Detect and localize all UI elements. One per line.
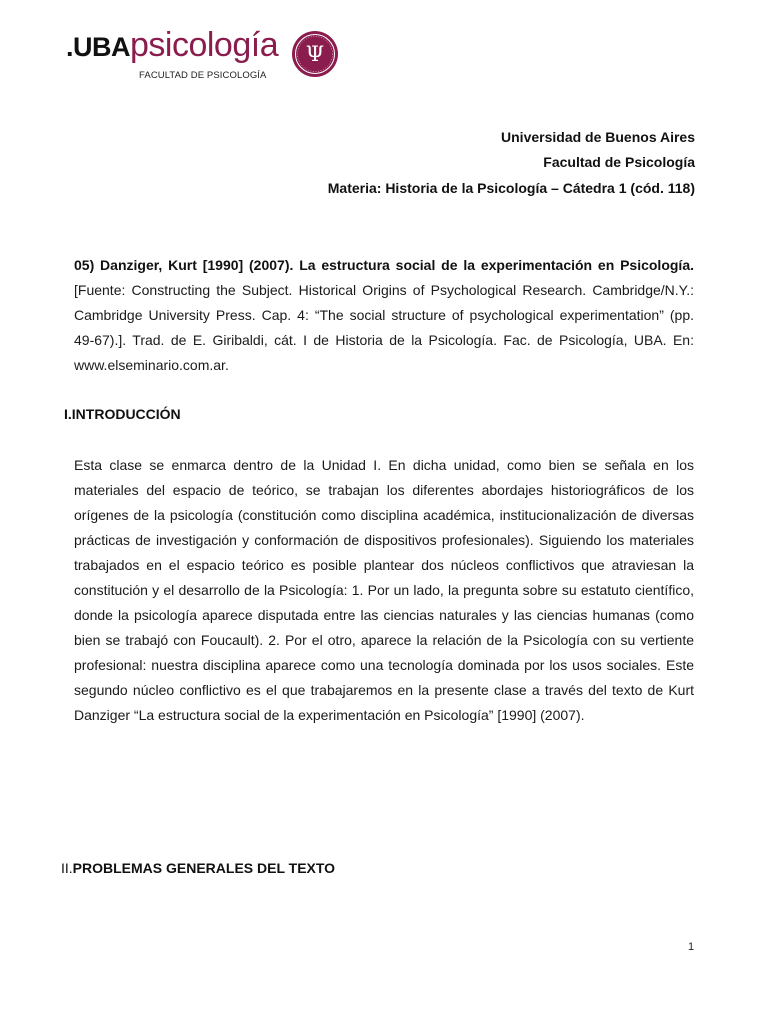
- subject-line: Materia: Historia de la Psicología – Cátedra 1 (cód. 118): [327, 180, 695, 196]
- page-number: 1: [688, 941, 695, 953]
- faculty-name: Facultad de Psicología: [543, 154, 695, 170]
- seal-glyph: Ψ: [305, 42, 325, 66]
- psi-seal-icon: [291, 30, 339, 78]
- reference-title: 05) Danziger, Kurt [1990] (2007). La estructura social de la experimentación en Psicología.: [74, 257, 694, 273]
- reference-source: [Fuente: Constructing the Subject. Historical Origins of Psychological Research. Cambridge/N.Y.: Cambridge University Press. Cap. 4: “The social structure of psychological experimentation” (pp. 49-67).]. Trad. de E. Giribaldi, cát. I de Historia de la Psicología. Fac. de Psicología, UBA. En: www.elseminario.com.ar.: [74, 282, 694, 373]
- bibliographic-reference: [74, 253, 694, 378]
- logo-uba-text: .UBA: [66, 32, 130, 62]
- logo-wordmark: [66, 28, 278, 62]
- introduction-paragraph: Esta clase se enmarca dentro de la Unidad I. En dicha unidad, como bien se señala en los materiales del espacio de teórico, se trabajan los diferentes abordajes historiográficos de los orígenes de la psicología (constitución como disciplina académica, institucionalización de diversas prácticas de investigación y conformación de dispositivos profesionales). Siguiendo los materiales trabajados en el espacio teórico es posible plantear dos núcleos conflictivos que atraviesan la constitución y el desarrollo de la Psicología: 1. Por un lado, la pregunta sobre su estatuto científico, donde la psicología aparece disputada entre las ciencias naturales y las ciencias humanas (como bien se trabajó con Foucault). 2. Por el otro, aparece la relación de la Psicología con su vertiente profesional: nuestra disciplina aparece como una tecnología dominada por los usos sociales. Este segundo núcleo conflictivo es el que trabajaremos en la presente clase a través del texto de Kurt Danziger “La estructura social de la experimentación en Psicología” [1990] (2007).: [74, 457, 694, 723]
- section-heading-problemas: [61, 860, 335, 876]
- section-heading-introduccion: I.INTRODUCCIÓN: [64, 406, 181, 422]
- section-title: PROBLEMAS GENERALES DEL TEXTO: [72, 860, 336, 876]
- logo-psicologia-text: psicología: [130, 26, 279, 64]
- logo-subtitle: FACULTAD DE PSICOLOGÍA: [139, 70, 267, 81]
- university-name: Universidad de Buenos Aires: [501, 129, 695, 145]
- section-number: II.: [61, 860, 73, 876]
